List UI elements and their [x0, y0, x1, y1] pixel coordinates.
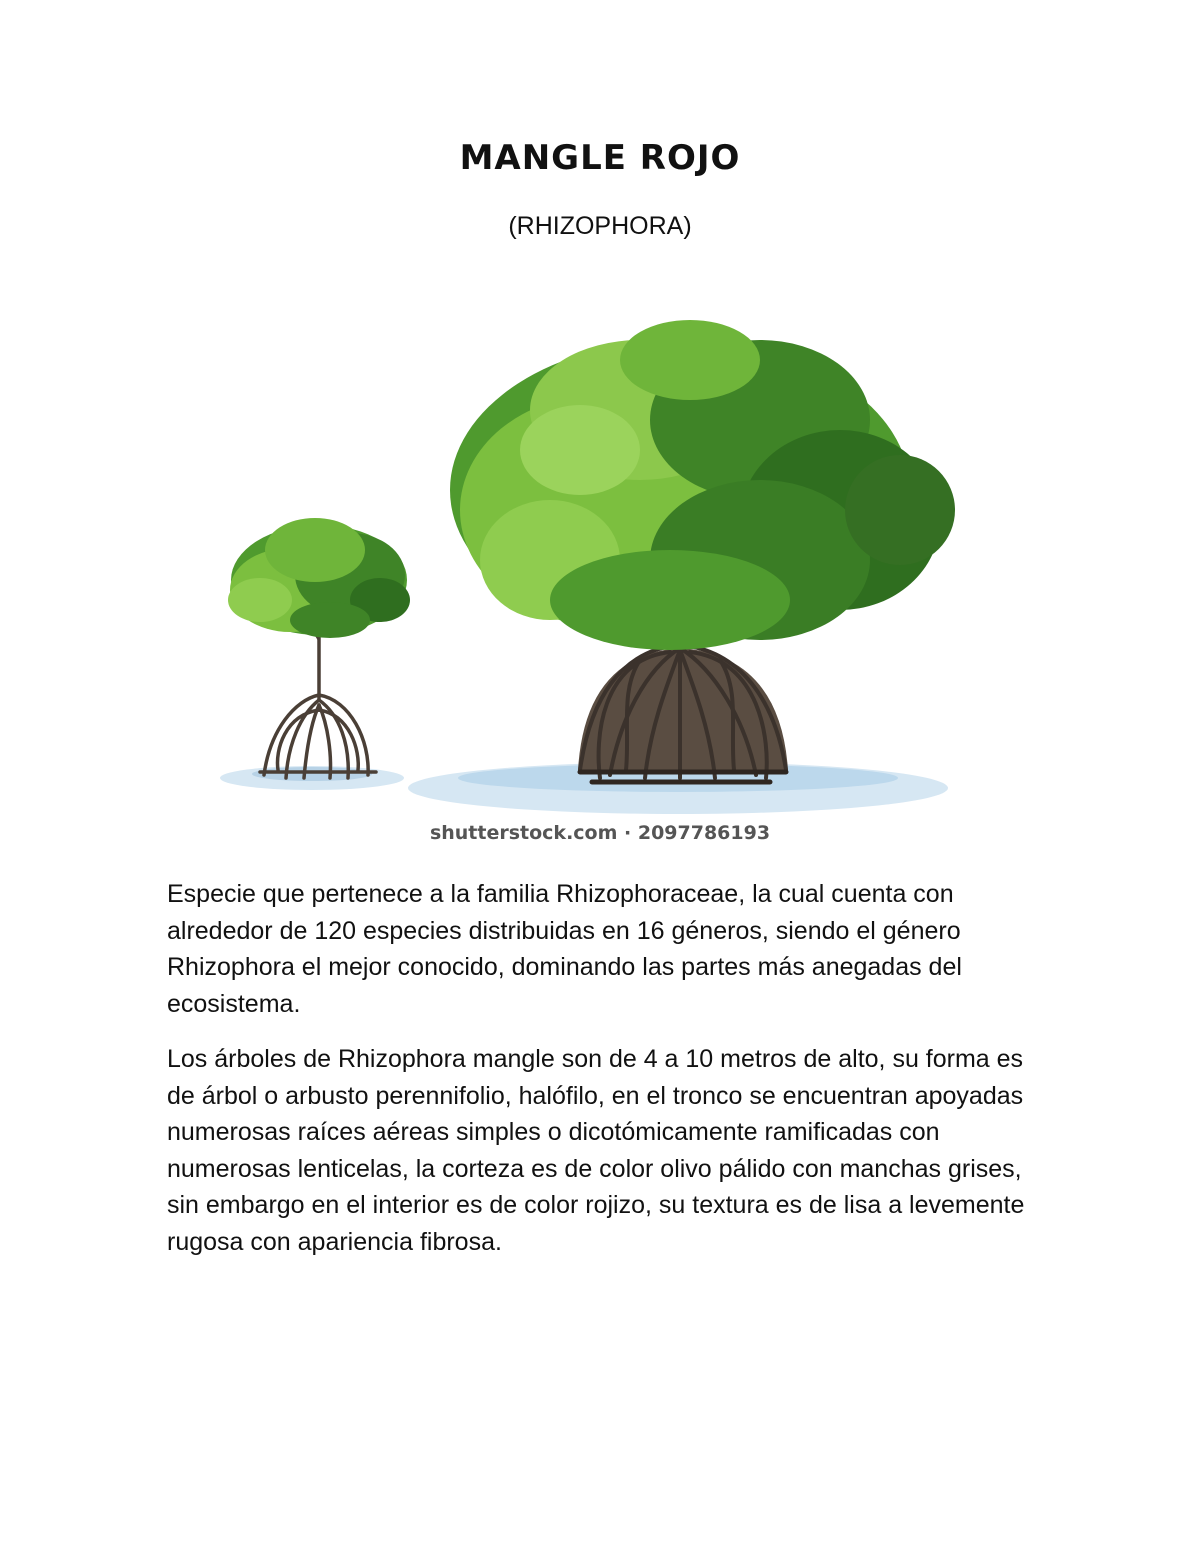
paragraph-family: Especie que pertenece a la familia Rhizophoraceae, la cual cuenta con alrededor de 120 especies distribuidas en 16 géneros, siendo el género Rhizophora el mejor conocido, dominando las partes más anegadas del ecosistema.: [167, 880, 962, 1018]
large-mangrove-tree: [408, 320, 955, 814]
page-subtitle: (RHIZOPHORA): [508, 212, 692, 240]
page-title: MANGLE ROJO: [459, 138, 741, 178]
image-credit: shutterstock.com · 2097786193: [429, 822, 771, 844]
paragraph-description: Los árboles de Rhizophora mangle son de 4 a 10 metros de alto, su forma es de árbol o arbusto perennifolio, halófilo, en el tronco se encuentran apoyadas numerosas raíces aéreas simples o dicotómicamente ramificadas con numerosas lenticelas, la corteza es de color olivo pálido con manchas grises, sin embargo en el interior es de color rojizo, su textura es de lisa a levemente rugosa con apariencia fibrosa.: [167, 1045, 1025, 1256]
mangrove-illustration: [200, 300, 1000, 860]
small-mangrove-tree: [220, 518, 410, 790]
